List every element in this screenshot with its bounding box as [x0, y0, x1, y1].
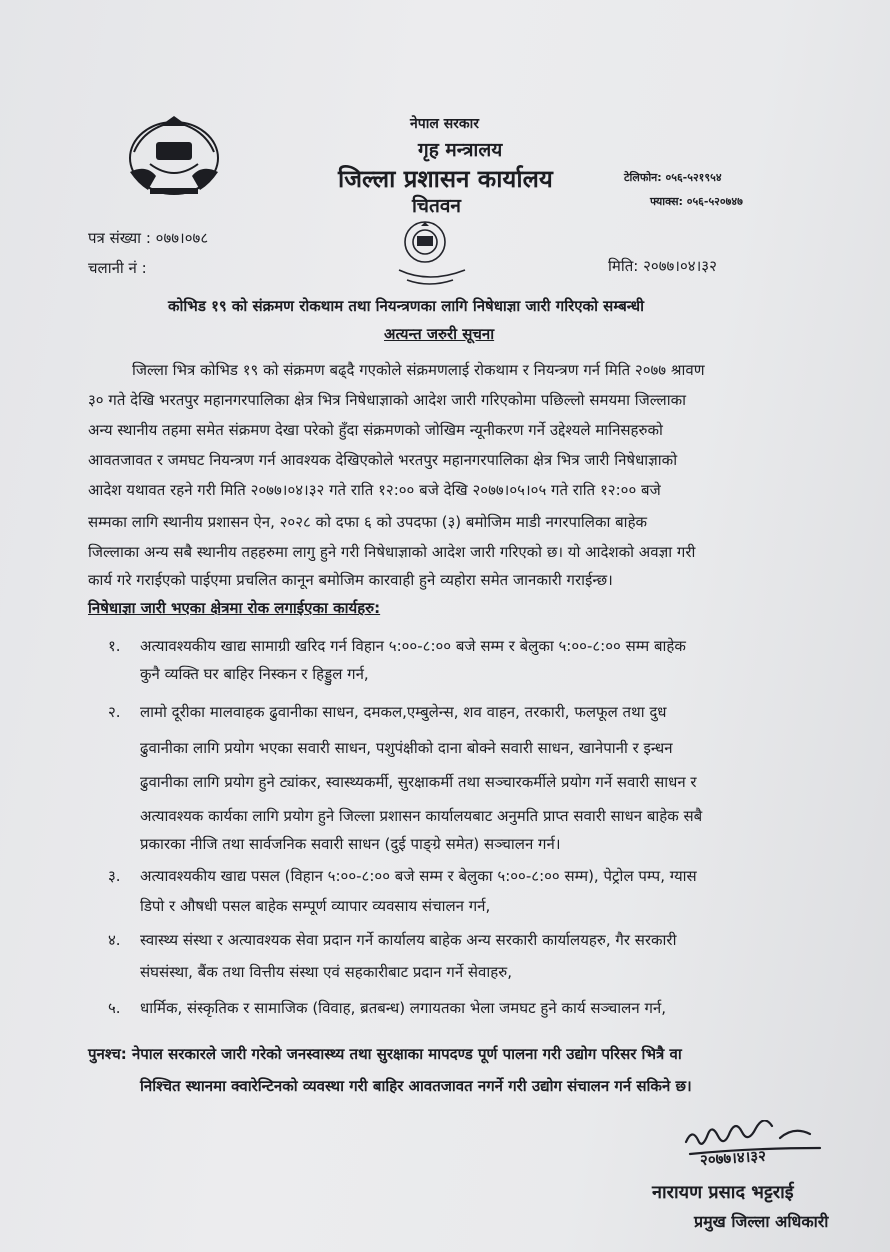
handwritten-date: २०७७।४।३२ — [699, 1146, 767, 1170]
postscript-line: निश्चित स्थानमा क्वारेन्टिनको व्यवस्था गरी बाहिर आवतजावत नगर्ने गरी उद्योग संचालन गर्न सकिने छ। — [140, 1077, 692, 1095]
body-line: आवतजावत र जमघट नियन्त्रण गर्न आवश्यक देखिएकोले भरतपुर महानगरपालिका क्षेत्र भित्र जारी निषेधाज्ञाको — [88, 451, 678, 469]
fax-number: फ्याक्स: ०५६-५२०७४७ — [650, 195, 743, 208]
phone-number: टेलिफोन: ०५६-५२१९५४ — [624, 171, 722, 184]
body-line: आदेश यथावत रहने गरी मिति २०७७।०४।३२ गते राति १२:०० बजे देखि २०७७।०५।०५ गते राति १२:०० बजे — [88, 481, 661, 499]
nepal-government-emblem — [120, 112, 228, 204]
postscript-line: पुनश्च: नेपाल सरकारले जारी गरेको जनस्वास्थ्य तथा सुरक्षाका मापदण्ड पूर्ण पालना गरी उद्योग परिसर भित्रै वा — [88, 1045, 682, 1063]
item-number: ३. — [108, 867, 121, 885]
body-line: कार्य गरे गराईएको पाईएमा प्रचलित कानून बमोजिम कारवाही हुने व्यहोरा समेत जानकारी गराईन्छ। — [88, 571, 613, 589]
item-line: धार्मिक, संस्कृतिक र सामाजिक (विवाह, ब्रतबन्ध) लगायतका भेला जमघट हुने कार्य सञ्चालन गर्न, — [140, 999, 666, 1017]
item-line: अत्यावश्यकीय खाद्य सामाग्री खरिद गर्न विहान ५:००-८:०० बजे सम्म र बेलुका ५:००-८:०० सम्म बाहेक — [140, 637, 686, 655]
government-name: नेपाल सरकार — [410, 116, 480, 132]
item-number: १. — [108, 637, 121, 655]
office-seal-stamp — [385, 212, 483, 292]
item-line: ढुवानीका लागि प्रयोग हुने ट्यांकर, स्वास्थ्यकर्मी, सुरक्षाकर्मी तथा सञ्चारकर्मीले प्रयोग गर्ने सवारी साधन र — [140, 773, 697, 791]
issue-date: मिति: २०७७।०४।३२ — [608, 257, 717, 275]
item-line: संघसंस्था, बैंक तथा वित्तीय संस्था एवं सहकारीबाट प्रदान गर्ने सेवाहरु, — [140, 963, 512, 981]
restrictions-section-title: निषेधाज्ञा जारी भएका क्षेत्रमा रोक लगाईएका कार्यहरु: — [88, 599, 381, 617]
office-name: जिल्ला प्रशासन कार्यालय — [338, 165, 553, 193]
item-line: ढुवानीका लागि प्रयोग भएका सवारी साधन, पशुपंक्षीको दाना बोक्ने सवारी साधन, खानेपानी र इन्धन — [140, 739, 673, 757]
notice-title: अत्यन्त जरुरी सूचना — [384, 325, 495, 343]
dispatch-number: चलानी नं : — [88, 259, 147, 277]
body-line: अन्य स्थानीय तहमा समेत संक्रमण देखा परेको हुँदा संक्रमणको जोखिम न्यूनीकरण गर्ने उद्देश्यले मानिसहरुको — [88, 421, 663, 439]
body-line: जिल्लाका अन्य सबै स्थानीय तहहरुमा लागु हुने गरी निषेधाज्ञाको आदेश जारी गरिएको छ। यो आदेशको अवज्ञा गरी — [88, 543, 696, 561]
signatory-name: नारायण प्रसाद भट्टराई — [652, 1182, 794, 1203]
office-city: चितवन — [412, 195, 461, 217]
item-line: अत्यावश्यकीय खाद्य पसल (विहान ५:००-८:०० बजे सम्म र बेलुका ५:००-८:०० सम्म), पेट्रोल पम्प, ग्यास — [140, 867, 697, 885]
ministry-name: गृह मन्त्रालय — [418, 139, 503, 161]
item-number: ५. — [108, 999, 121, 1017]
item-line: अत्यावश्यक कार्यका लागि प्रयोग हुने जिल्ला प्रशासन कार्यालयबाट अनुमति प्राप्त सवारी साधन बाहेक सबै — [140, 807, 703, 825]
body-line: सम्मका लागि स्थानीय प्रशासन ऐन, २०२८ को दफा ६ को उपदफा (३) बमोजिम माडी नगरपालिका बाहेक — [88, 513, 648, 531]
signatory-title: प्रमुख जिल्ला अधिकारी — [694, 1212, 829, 1231]
item-line: डिपो र औषधी पसल बाहेक सम्पूर्ण व्यापार व्यवसाय संचालन गर्न, — [140, 897, 491, 915]
letter-number: पत्र संख्या : ०७७।०७८ — [88, 229, 209, 247]
item-line: प्रकारका नीजि तथा सार्वजनिक सवारी साधन (दुई पाङ्ग्रे समेत) सञ्चालन गर्न। — [140, 835, 561, 853]
body-line: ३० गते देखि भरतपुर महानगरपालिका क्षेत्र भित्र निषेधाज्ञाको आदेश जारी गरिएकोमा पछिल्लो समयमा जिल्लाका — [88, 391, 687, 409]
item-line: कुनै व्यक्ति घर बाहिर निस्कन र हिड्डुल गर्न, — [140, 665, 369, 683]
item-line: स्वास्थ्य संस्था र अत्यावश्यक सेवा प्रदान गर्ने कार्यालय बाहेक अन्य सरकारी कार्यालयहरु, गैर सरकारी — [140, 931, 677, 949]
notice-subject: कोभिड १९ को संक्रमण रोकथाम तथा नियन्त्रणका लागि निषेधाज्ञा जारी गरिएको सम्बन्धी — [168, 297, 645, 315]
body-line: जिल्ला भित्र कोभिड १९ को संक्रमण बढ्दै गएकोले संक्रमणलाई रोकथाम र नियन्त्रण गर्न मिति २०७७ श्रावण — [132, 361, 705, 379]
item-line: लामो दूरीका मालवाहक ढुवानीका साधन, दमकल,एम्बुलेन्स, शव वाहन, तरकारी, फलफूल तथा दुध — [140, 703, 667, 721]
item-number: ४. — [108, 931, 121, 949]
item-number: २. — [108, 703, 121, 721]
